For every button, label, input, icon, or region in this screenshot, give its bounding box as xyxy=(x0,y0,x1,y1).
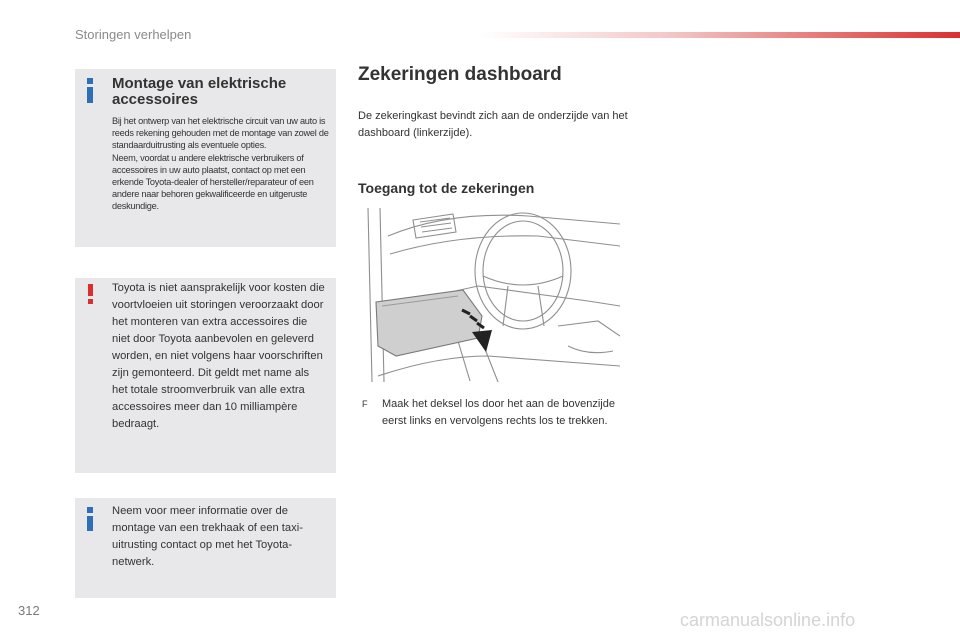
box-body xyxy=(112,115,332,213)
info-icon xyxy=(87,78,93,103)
step-text: Maak het deksel los door het aan de bovenzijde eerst links en vervolgens rechts los te trekken. xyxy=(382,398,615,427)
intro-text: De zekeringkast bevindt zich aan de onderzijde van het dashboard (linkerzijde). xyxy=(358,110,628,139)
header-accent-bar xyxy=(480,32,960,38)
page-number: 312 xyxy=(18,603,40,618)
box-title: Montage van elektrische accessoires xyxy=(112,75,287,108)
dashboard-fuse-illustration xyxy=(358,206,620,384)
box-body: Toyota is niet aansprakelijk voor kosten die voortvloeien uit storingen veroorzaakt door het monteren van extra accessoires die niet door Toyota aanbevolen en geleverd worden, en niet volgens haar voorschriften zijn gemonteerd. Dit geldt met name als het totale stroomverbruik van alle extra accessoires meer dan 10 milliampère bedraagt. xyxy=(112,282,325,430)
box-body: Neem voor meer informatie over de montage van een trekhaak of een taxi-uitrusting contact op met het Toyota-netwerk. xyxy=(112,505,303,568)
info-box-towbar xyxy=(75,498,336,598)
warning-icon xyxy=(88,284,93,304)
section-title: Zekeringen dashboard xyxy=(358,64,562,85)
warning-box-liability xyxy=(75,278,336,473)
page-header-title: Storingen verhelpen xyxy=(75,27,192,42)
box-paragraph: Neem, voordat u andere elektrische verbruikers of accessoires in uw auto plaatst, contact op met een erkende Toyota-dealer of hersteller/reparateur of een andere naar behoren gekwalificeerde en uitgeruste deskundige. xyxy=(112,152,314,212)
info-box-electrical-accessories xyxy=(75,69,336,247)
subsection-title: Toegang tot de zekeringen xyxy=(358,180,535,196)
box-paragraph: Bij het ontwerp van het elektrische circuit van uw auto is reeds rekening gehouden met de montage van zowel de standaarduitrusting als eventuele opties. xyxy=(112,116,329,151)
watermark: carmanualsonline.info xyxy=(680,610,856,630)
info-icon xyxy=(87,507,93,531)
step-bullet: F xyxy=(362,399,368,409)
